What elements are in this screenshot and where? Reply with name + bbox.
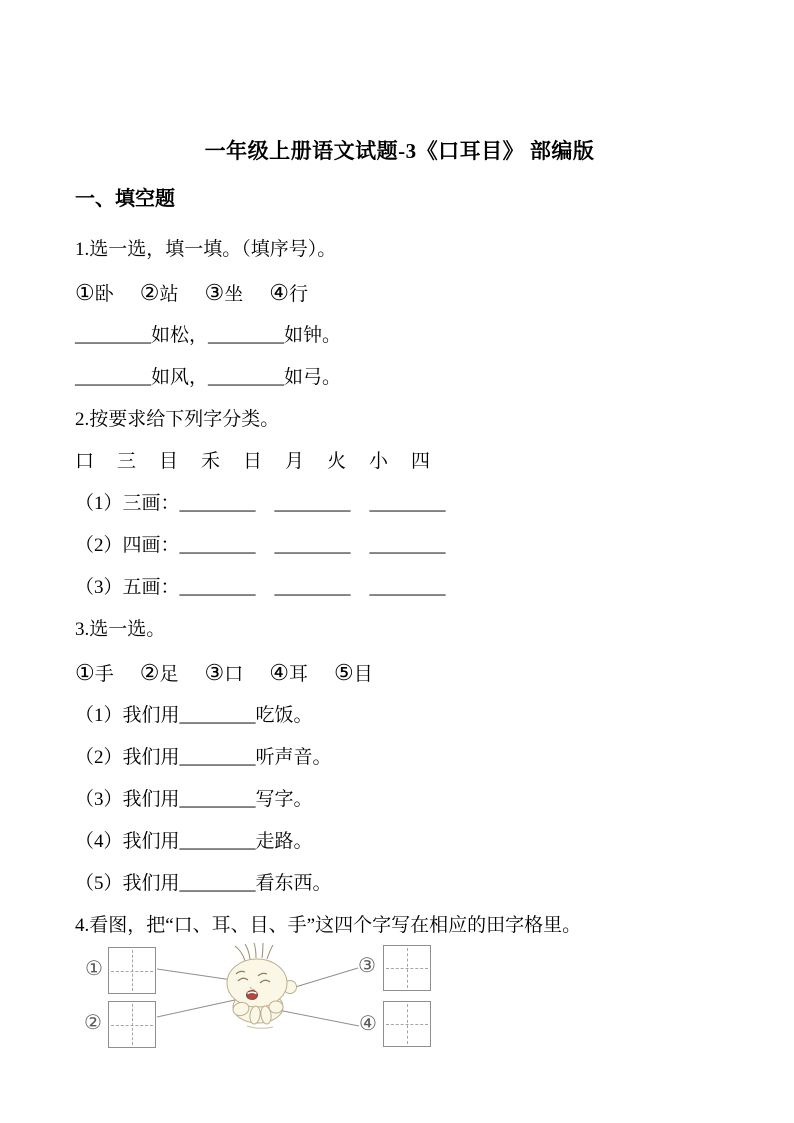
section-heading: 一、填空题	[75, 188, 175, 210]
option-text: 手	[94, 664, 114, 685]
circled-number-icon: ②	[139, 280, 160, 305]
q3-option-3	[204, 660, 244, 685]
option-text: 口	[224, 664, 244, 685]
q3-item-5: （5）我们用________看东西。	[75, 873, 332, 894]
q1-options-row	[75, 280, 724, 308]
q4-figure	[77, 943, 457, 1061]
q2-prompt: 2.按要求给下列字分类。	[75, 409, 280, 430]
option-text: 足	[159, 664, 179, 685]
baby-hair	[235, 943, 273, 961]
option-text: 目	[353, 664, 373, 685]
option-text: 行	[288, 284, 308, 305]
q1-option-4	[269, 280, 308, 305]
q2-item-3: （3）五画：________ ________ ________	[75, 577, 446, 598]
option-text: 坐	[224, 284, 244, 305]
q3-item-1: （1）我们用________吃饭。	[75, 705, 313, 726]
q1-blank-line-2: ________如风，________如弓。	[75, 367, 342, 388]
grid-dashed-line	[132, 1004, 133, 1045]
circled-number-icon: ④	[269, 660, 289, 685]
q3-option-2	[139, 660, 179, 685]
figure-label-2: ②	[84, 1012, 102, 1034]
circled-number-icon: ③	[204, 660, 225, 685]
character-grid-3	[383, 945, 431, 991]
figure-label-4: ④	[359, 1013, 377, 1035]
grid-dashed-line	[407, 1004, 408, 1044]
character-grid-4	[383, 1001, 431, 1047]
q1-option-2	[139, 280, 179, 305]
circled-number-icon: ①	[75, 280, 95, 305]
circled-number-icon: ③	[204, 280, 225, 305]
q2-character-row: 口 三 目 禾 日 月 火 小 四	[75, 451, 433, 472]
option-text: 耳	[288, 664, 308, 685]
grid-dashed-line	[132, 950, 133, 991]
q1-prompt: 1.选一选，填一填。（填序号）。	[75, 239, 337, 260]
q3-options-row	[75, 660, 724, 688]
circled-number-icon: ②	[139, 660, 160, 685]
circled-number-icon: ①	[75, 660, 95, 685]
character-grid-1	[108, 947, 156, 994]
q1-blank-line-1: ________如松，________如钟。	[75, 325, 342, 346]
q1-option-1	[75, 280, 114, 305]
q2-item-1: （1）三画：________ ________ ________	[75, 493, 446, 514]
character-grid-2	[108, 1001, 156, 1048]
q4-prompt: 4.看图，把“口、耳、目、手”这四个字写在相应的田字格里。	[75, 915, 582, 936]
option-text: 卧	[94, 284, 114, 305]
baby-cartoon	[227, 943, 297, 1028]
q3-option-1	[75, 660, 114, 685]
grid-dashed-line	[407, 948, 408, 988]
option-text: 站	[159, 284, 179, 305]
q1-option-3	[204, 280, 244, 305]
q3-item-2: （2）我们用________听声音。	[75, 747, 332, 768]
page-title: 一年级上册语文试题-3《口耳目》 部编版	[204, 139, 595, 163]
q3-item-3: （3）我们用________写字。	[75, 789, 313, 810]
figure-label-1: ①	[85, 958, 103, 980]
q3-item-4: （4）我们用________走路。	[75, 831, 313, 852]
figure-label-3: ③	[358, 955, 376, 977]
q3-option-4	[269, 660, 308, 685]
circled-number-icon: ④	[269, 280, 289, 305]
q3-prompt: 3.选一选。	[75, 619, 166, 640]
q3-option-5	[334, 660, 373, 685]
circled-number-icon: ⑤	[334, 660, 354, 685]
q2-item-2: （2）四画：________ ________ ________	[75, 535, 446, 556]
